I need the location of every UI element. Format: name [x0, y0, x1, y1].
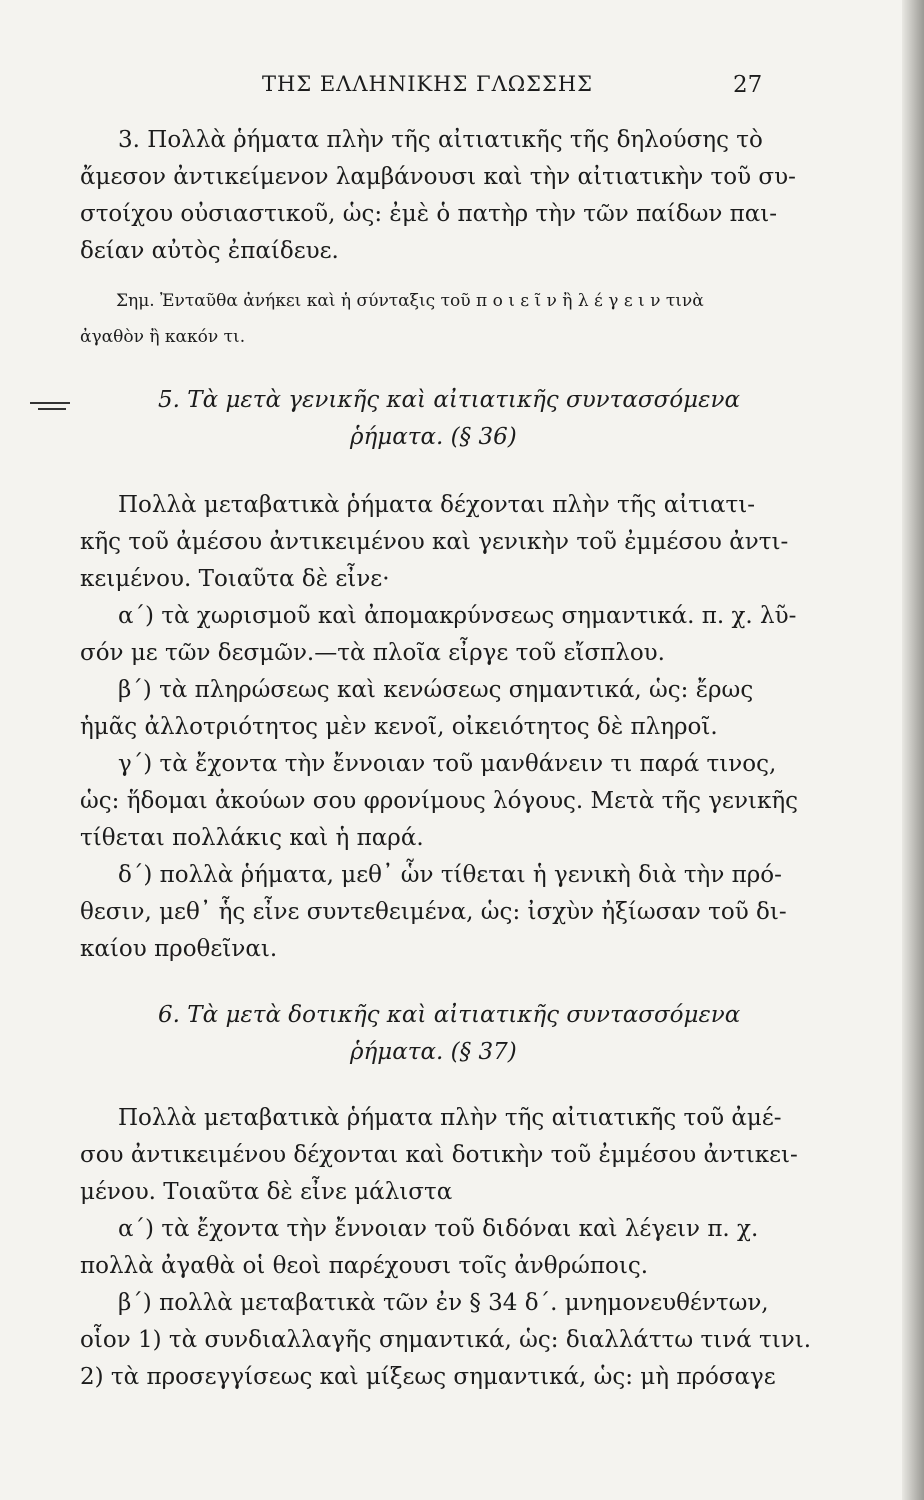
- text-line: δείαν αὐτὸς ἐπαίδευε.: [80, 238, 339, 264]
- text-line: β΄) πολλὰ μεταβατικὰ τῶν ἐν § 34 δ΄. μνημονευθέντων,: [118, 1290, 769, 1316]
- margin-mark: [38, 408, 66, 410]
- text-line: σου ἀντικειμένου δέχονται καὶ δοτικὴν τοῦ ἐμμέσου ἀντικει-: [80, 1142, 798, 1168]
- margin-mark: [30, 402, 70, 404]
- text-line: οἷον 1) τὰ συνδιαλλαγῆς σημαντικά, ὡς: διαλλάττω τινά τινι.: [80, 1327, 812, 1353]
- text-line: ὡς: ἥδομαι ἀκούων σου φρονίμους λόγους. Μετὰ τῆς γενικῆς: [80, 788, 798, 814]
- text-line: Πολλὰ μεταβατικὰ ῥήματα δέχονται πλὴν τῆς αἰτιατι-: [118, 492, 756, 518]
- text-line: β΄) τὰ πληρώσεως καὶ κενώσεως σημαντικά, ὡς: ἔρως: [118, 677, 754, 703]
- section-heading: ῥήματα. (§ 37): [350, 1039, 517, 1065]
- text-line: Πολλὰ μεταβατικὰ ῥήματα πλὴν τῆς αἰτιατικῆς τοῦ ἀμέ-: [118, 1105, 782, 1131]
- text-line: γ΄) τὰ ἔχοντα τὴν ἔννοιαν τοῦ μανθάνειν τι παρά τινος,: [118, 751, 777, 777]
- note-line: ἀγαθὸν ἢ κακόν τι.: [80, 327, 246, 347]
- text-line: ἄμεσον ἀντικείμενον λαμβάνουσι καὶ τὴν αἰτιατικὴν τοῦ συ-: [80, 164, 796, 190]
- text-line: κειμένου. Τοιαῦτα δὲ εἶνε·: [80, 566, 390, 592]
- text-line: α΄) τὰ ἔχοντα τὴν ἔννοιαν τοῦ διδόναι καὶ λέγειν π. χ.: [118, 1216, 759, 1242]
- text-line: ἡμᾶς ἀλλοτριότητος μὲν κενοῖ, οἰκειότητος δὲ πληροῖ.: [80, 714, 718, 740]
- text-line: θεσιν, μεθ᾽ ἧς εἶνε συντεθειμένα, ὡς: ἰσχὺν ἠξίωσαν τοῦ δι-: [80, 899, 787, 925]
- text-line: 2) τὰ προσεγγίσεως καὶ μίξεως σημαντικά, ὡς: μὴ πρόσαγε: [80, 1364, 776, 1390]
- text-line: σόν με τῶν δεσμῶν.—τὰ πλοῖα εἶργε τοῦ εἴσπλου.: [80, 640, 665, 666]
- page-edge-shadow: [902, 0, 924, 1500]
- section-heading: 5. Τὰ μετὰ γενικῆς καὶ αἰτιατικῆς συντασσόμενα: [158, 387, 740, 413]
- text-line: καίου προθεῖναι.: [80, 936, 278, 962]
- text-line: κῆς τοῦ ἀμέσου ἀντικειμένου καὶ γενικὴν τοῦ ἐμμέσου ἀντι-: [80, 529, 789, 555]
- text-line: μένου. Τοιαῦτα δὲ εἶνε μάλιστα: [80, 1179, 453, 1205]
- page-number: 27: [733, 72, 763, 98]
- section-heading: ῥήματα. (§ 36): [350, 424, 517, 450]
- running-header: ΤΗΣ ΕΛΛΗΝΙΚΗΣ ΓΛΩΣΣΗΣ: [262, 72, 594, 96]
- text-line: πολλὰ ἀγαθὰ οἱ θεοὶ παρέχουσι τοῖς ἀνθρώποις.: [80, 1253, 649, 1279]
- text-line: α΄) τὰ χωρισμοῦ καὶ ἀπομακρύνσεως σημαντικά. π. χ. λῦ-: [118, 603, 797, 629]
- text-line: στοίχου οὐσιαστικοῦ, ὡς: ἐμὲ ὁ πατὴρ τὴν τῶν παίδων παι-: [80, 201, 778, 227]
- text-line: τίθεται πολλάκις καὶ ἡ παρά.: [80, 825, 424, 851]
- section-heading: 6. Τὰ μετὰ δοτικῆς καὶ αἰτιατικῆς συντασσόμενα: [158, 1002, 741, 1028]
- text-line: δ΄) πολλὰ ῥήματα, μεθ᾽ ὧν τίθεται ἡ γενικὴ διὰ τὴν πρό-: [118, 862, 782, 888]
- text-line: 3. Πολλὰ ῥήματα πλὴν τῆς αἰτιατικῆς τῆς δηλούσης τὸ: [118, 127, 763, 153]
- note-line: Σημ. Ἐνταῦθα ἀνήκει καὶ ἡ σύνταξις τοῦ π ο ι ε ῖ ν ἢ λ έ γ ε ι ν τινὰ: [116, 291, 704, 311]
